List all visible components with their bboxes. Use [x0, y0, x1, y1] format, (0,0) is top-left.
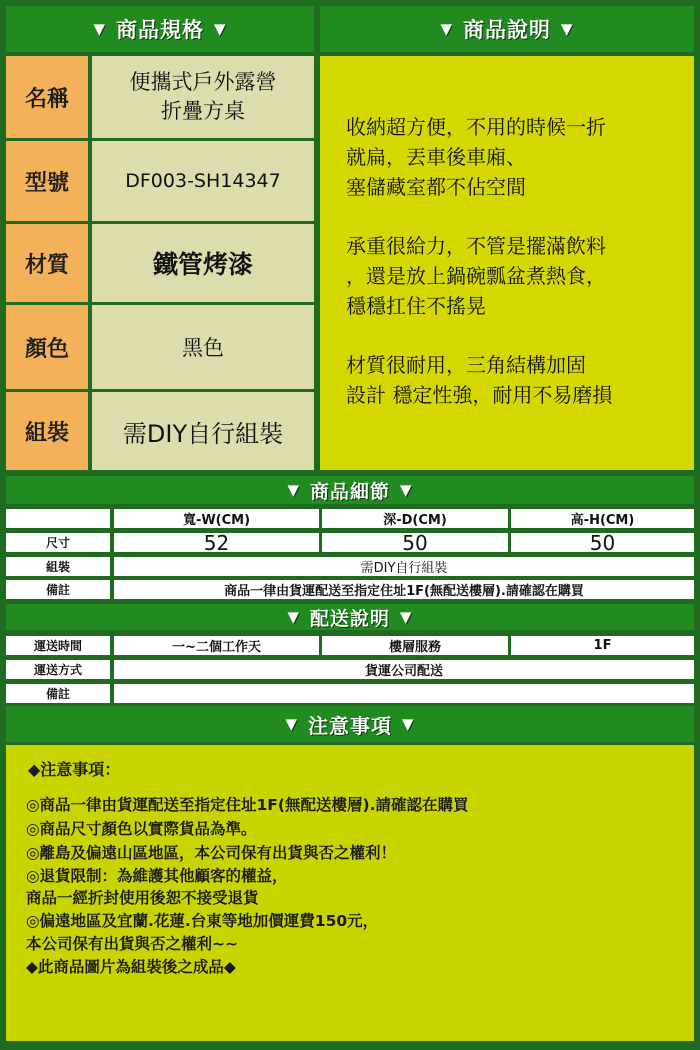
triangle-down-icon: ▼ [287, 608, 300, 626]
shipping-note-row [6, 684, 694, 703]
description-panel [320, 56, 694, 470]
details-col-height: 高-H(CM) [511, 509, 694, 528]
details-col-header-row [6, 509, 694, 528]
details-note-label: 備註 [6, 580, 110, 599]
spec-label-name: 名稱 [6, 56, 88, 138]
shipping-time-label: 運送時間 [6, 636, 110, 655]
notice-line: 本公司保有出貨與否之權利~~ [26, 935, 238, 953]
notice-panel [6, 745, 694, 1041]
description-line: 設計 穩定性強，耐用不易磨損 [346, 383, 613, 407]
notice-line: 商品一經折封使用後恕不接受退貨 [26, 889, 259, 907]
triangle-down-icon: ▼ [93, 20, 106, 38]
spec-value-name [92, 56, 314, 138]
shipping-floor-label: 樓層服務 [322, 636, 508, 655]
spec-value-name-line2: 折疊方桌 [161, 99, 245, 123]
notice-line: ◎商品一律由貨運配送至指定住址1F(無配送樓層).請確認在購買 [26, 796, 469, 814]
description-line: 穩穩扛住不搖晃 [346, 294, 486, 318]
notice-line: ◎離島及偏遠山區地區，本公司保有出貨與否之權利！ [26, 844, 397, 862]
shipping-method-row [6, 660, 694, 679]
description-line: 塞儲藏室都不佔空間 [346, 175, 526, 199]
shipping-time-value: 一~二個工作天 [114, 636, 319, 655]
spec-header-title: 商品規格 [116, 18, 204, 42]
spec-value-assembly: 需DIY自行組裝 [92, 392, 314, 470]
notice-line: ◎商品尺寸顏色以實際貨品為準。 [26, 820, 257, 838]
spec-label-model: 型號 [6, 141, 88, 221]
details-note-value: 商品一律由貨運配送至指定住址1F(無配送樓層).請確認在購買 [114, 580, 694, 599]
notice-line: ◎偏遠地區及宜蘭.花蓮.台東等地加價運費150元， [26, 912, 379, 930]
shipping-header-title: 配送說明 [309, 607, 390, 630]
details-size-width: 52 [114, 533, 319, 552]
shipping-method-value: 貨運公司配送 [114, 660, 694, 679]
details-assembly-value: 需DIY自行組裝 [114, 557, 694, 576]
triangle-down-icon: ▼ [214, 20, 227, 38]
shipping-header [6, 604, 694, 630]
notice-header-title: 注意事項 [308, 713, 392, 738]
details-empty-cell [6, 509, 110, 528]
notice-header [6, 706, 694, 742]
shipping-note-label: 備註 [6, 684, 110, 703]
triangle-down-icon: ▼ [400, 481, 413, 499]
description-line: ，還是放上鍋碗瓢盆煮熱食， [346, 264, 606, 288]
shipping-note-value [114, 684, 694, 703]
description-line: 收納超方便，不用的時候一折 [346, 115, 606, 139]
details-size-height: 50 [511, 533, 694, 552]
triangle-down-icon: ▼ [400, 608, 413, 626]
notice-title: ◆注意事項： [28, 760, 121, 779]
details-col-depth: 深-D(CM) [322, 509, 508, 528]
notice-line: ◎退貨限制：為維護其他顧客的權益， [26, 867, 288, 885]
description-line: 材質很耐用，三角結構加固 [346, 353, 586, 377]
details-header [6, 476, 694, 504]
spec-header [6, 6, 314, 52]
details-header-title: 商品細節 [309, 480, 390, 503]
description-line: 承重很給力，不管是擺滿飲料 [346, 234, 606, 258]
details-assembly-label: 組裝 [6, 557, 110, 576]
spec-value-material: 鐵管烤漆 [92, 224, 314, 302]
details-size-label: 尺寸 [6, 533, 110, 552]
details-size-row [6, 530, 694, 555]
triangle-down-icon: ▼ [287, 481, 300, 499]
details-assembly-row [6, 557, 694, 576]
notice-line: ◆此商品圖片為組裝後之成品◆ [26, 958, 236, 976]
spec-label-color: 顏色 [6, 305, 88, 389]
spec-value-model: DF003-SH14347 [92, 141, 314, 221]
details-note-row [6, 580, 694, 599]
description-line: 就扁，丟車後車廂、 [346, 145, 526, 169]
description-header-title: 商品說明 [463, 18, 551, 42]
shipping-time-row [6, 636, 694, 655]
triangle-down-icon: ▼ [402, 715, 415, 733]
triangle-down-icon: ▼ [561, 20, 574, 38]
spec-value-color: 黑色 [92, 305, 314, 389]
shipping-method-label: 運送方式 [6, 660, 110, 679]
spec-value-name-line1: 便攜式戶外露營 [129, 70, 277, 94]
triangle-down-icon: ▼ [285, 715, 298, 733]
spec-label-material: 材質 [6, 224, 88, 302]
triangle-down-icon: ▼ [440, 20, 453, 38]
details-col-width: 寬-W(CM) [114, 509, 319, 528]
description-header [320, 6, 694, 52]
details-size-depth: 50 [322, 533, 508, 552]
spec-label-assembly: 組裝 [6, 392, 88, 470]
shipping-floor-value: 1F [511, 636, 694, 655]
